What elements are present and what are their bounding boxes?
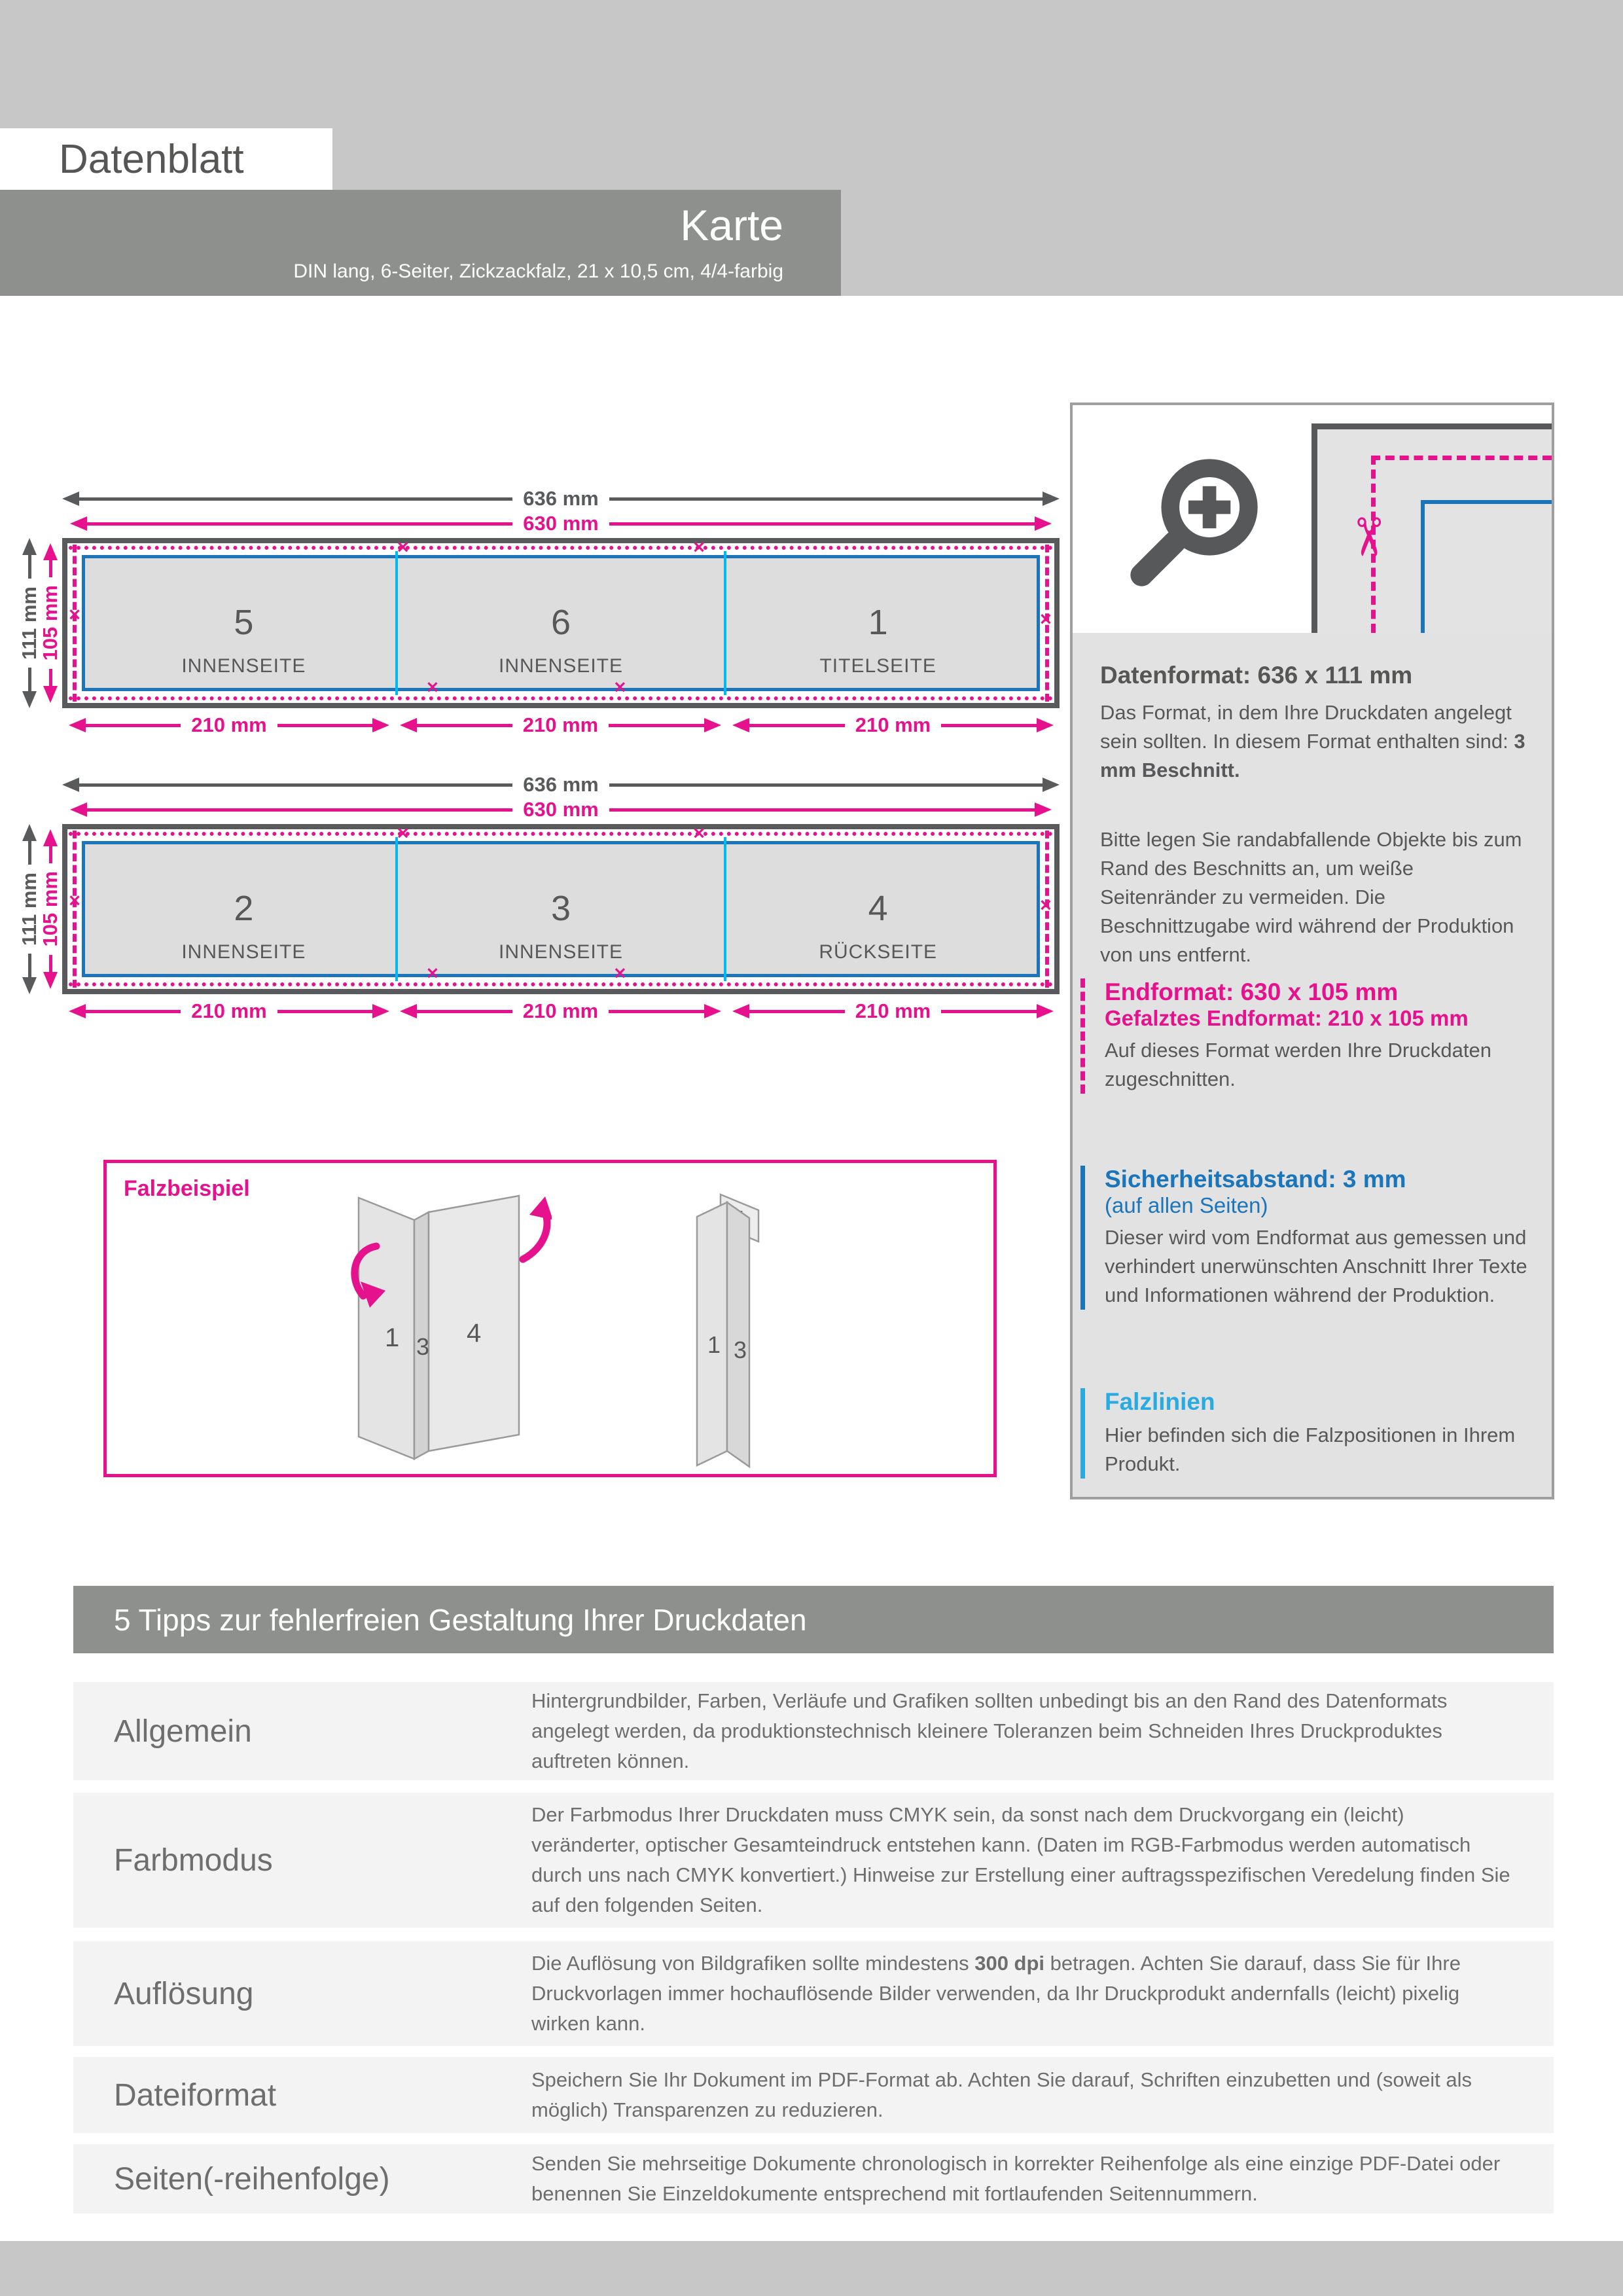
trim-mark: ✕	[1039, 897, 1052, 915]
trim-mark: ✕	[396, 825, 410, 843]
foldlines-text: Hier befinden sich die Falzpositionen in Ihrem Produkt.	[1105, 1424, 1516, 1475]
panel	[402, 844, 720, 974]
info-sidebar	[1070, 403, 1554, 1499]
panel	[719, 558, 1037, 688]
dimension-label: 210 mm	[522, 999, 599, 1022]
dimension-label: 630 mm	[523, 512, 599, 535]
tip-row-aufloesung	[73, 1941, 1554, 2046]
tip-row-seitenreihenfolge	[73, 2144, 1554, 2214]
tip-body	[531, 1686, 1554, 1776]
dimension-label: 210 mm	[191, 999, 267, 1022]
dimension-label: 105 mm	[39, 871, 62, 947]
trim-mark: ✕	[692, 539, 706, 557]
scissors-icon: ✂	[1339, 514, 1398, 560]
tip-label: Allgemein	[114, 1713, 252, 1749]
tips-heading-bar	[73, 1586, 1554, 1653]
fold-line	[395, 837, 398, 981]
tip-row-farbmodus	[73, 1793, 1554, 1928]
dimension-label: 111 mm	[18, 586, 41, 660]
trim-mark: ✕	[692, 825, 706, 843]
panel	[85, 558, 402, 688]
dimension-label: 636 mm	[523, 773, 599, 796]
foldlines-block	[1080, 1388, 1537, 1479]
text: Der Farbmodus Ihrer Druckdaten muss CMYK sein, da sonst nach dem Druckvorgang ein (leicht) veränderter, optischer Gesamteindruck entstehen kann. (Daten im RGB-Farbmodus werden automatisch durch uns nach CMYK konvertiert.) Hinweise zur Erstellung einer auftragsspezifischen Veredelung finden Sie auf den folgenden Seiten.	[531, 1803, 1510, 1916]
fold-example-open-illustration	[329, 1186, 552, 1461]
header-badge-label: Datenblatt	[59, 136, 244, 182]
tip-body	[531, 1948, 1554, 2039]
footer-band	[0, 2241, 1623, 2296]
fold-example-title: Falzbeispiel	[124, 1176, 250, 1201]
safety-area	[82, 841, 1040, 977]
dimension-label: 210 mm	[191, 713, 267, 736]
panel-label: INNENSEITE	[181, 941, 306, 963]
dimension-arrow-trim-height	[37, 543, 63, 703]
safety-text: Dieser wird vom Endformat aus gemessen und verhindert unerwünschten Anschnitt Ihrer Texte und Informationen während der Produktion.	[1105, 1226, 1527, 1306]
zoom-icon	[1124, 447, 1274, 598]
text-bold: 300 dpi	[974, 1952, 1045, 1975]
trim-mark: ✕	[425, 679, 440, 697]
text: Die Auflösung von Bildgrafiken sollte mindestens	[531, 1952, 975, 1975]
trim-mark: ✕	[613, 965, 627, 983]
tip-row-dateiformat	[73, 2057, 1554, 2133]
trim-line-top	[69, 546, 1053, 550]
dimension-label: 210 mm	[522, 713, 599, 736]
text: betragen. Achten Sie darauf, dass Sie für Ihre Druckvorlagen immer hochauflösende Bilder verwenden, da Ihr Druckprodukt andernfalls (leicht) pixelig wirken kann.	[531, 1952, 1461, 2035]
fold-line	[724, 837, 726, 981]
endformat-block	[1080, 978, 1537, 1094]
header-badge	[0, 128, 332, 190]
product-subtitle: DIN lang, 6-Seiter, Zickzackfalz, 21 x 10,5 cm, 4/4-farbig	[293, 260, 783, 282]
product-title: Karte	[680, 201, 783, 250]
tips-heading: 5 Tipps zur fehlerfreien Gestaltung Ihrer Druckdaten	[114, 1602, 807, 1637]
panel-number: 5	[234, 603, 254, 643]
panel	[85, 844, 402, 974]
safety-line-detail	[1421, 500, 1425, 633]
fold-line	[395, 551, 398, 695]
panel	[719, 844, 1037, 974]
trim-line-top	[69, 832, 1053, 836]
fold-example-closed-illustration	[683, 1189, 787, 1471]
trim-mark: ✕	[67, 606, 82, 624]
tip-label: Seiten(-reihenfolge)	[114, 2161, 390, 2197]
endformat-heading: Endformat: 630 x 105 mm	[1105, 978, 1399, 1005]
panel-label: INNENSEITE	[181, 655, 306, 677]
dimension-label: 636 mm	[523, 487, 599, 510]
dimension-label: 111 mm	[18, 872, 41, 946]
endformat-subheading: Gefalztes Endformat: 210 x 105 mm	[1105, 1006, 1469, 1030]
fold-example-box	[103, 1160, 997, 1477]
safety-area	[82, 555, 1040, 691]
trim-line-bottom	[69, 696, 1053, 700]
safety-block	[1080, 1166, 1537, 1310]
safety-line-detail	[1421, 500, 1552, 504]
panel-label: RÜCKSEITE	[819, 941, 938, 963]
trim-line-detail	[1371, 456, 1552, 460]
corner-detail	[1311, 423, 1552, 633]
tip-body	[531, 2065, 1554, 2125]
datenformat-text	[1100, 698, 1532, 785]
text: Speichern Sie Ihr Dokument im PDF-Format ab. Achten Sie darauf, Schriften einzubetten und (soweit als möglich) Transparenzen zu reduzieren.	[531, 2068, 1472, 2121]
panel-number: 2	[234, 889, 254, 929]
foldlines-heading: Falzlinien	[1105, 1388, 1215, 1415]
text-bold: 3 mm Beschnitt.	[1100, 730, 1525, 781]
trim-mark: ✕	[425, 965, 440, 983]
tip-label: Dateiformat	[114, 2077, 277, 2113]
dimension-arrow-trim-height	[37, 829, 63, 989]
dimension-label: 210 mm	[855, 999, 931, 1022]
fold-line	[724, 551, 726, 695]
title-bar	[0, 190, 841, 296]
bleed-illustration	[1073, 405, 1552, 633]
safety-subheading: (auf allen Seiten)	[1105, 1193, 1268, 1217]
fold-panel-number: 1	[707, 1331, 721, 1358]
panel-label: TITELSEITE	[819, 655, 936, 677]
dimension-label: 105 mm	[39, 585, 62, 661]
panel	[402, 558, 720, 688]
dimension-label: 630 mm	[523, 798, 599, 821]
text: Senden Sie mehrseitige Dokumente chronologisch in korrekter Reihenfolge als eine einzige PDF-Datei oder benennen Sie Einzeldokumente entsprechend mit fortlaufenden Seitennummern.	[531, 2152, 1501, 2205]
tip-label: Auflösung	[114, 1976, 254, 2011]
panel-number: 4	[868, 889, 888, 929]
panel-label: INNENSEITE	[498, 941, 624, 963]
trim-mark: ✕	[396, 539, 410, 557]
tips-table	[73, 1682, 1554, 2214]
panel-number: 1	[868, 603, 888, 643]
dimension-label: 210 mm	[855, 713, 931, 736]
tip-body	[531, 2149, 1554, 2209]
text: Hintergrundbilder, Farben, Verläufe und Grafiken sollten unbedingt bis an den Rand des Datenformats angelegt werden, da produktionstechnisch kleinere Toleranzen beim Schneiden Ihres Druckproduktes auftreten können.	[531, 1689, 1448, 1772]
panel-number: 3	[550, 889, 571, 929]
layout-diagram-back	[0, 774, 1099, 1049]
endformat-text: Auf dieses Format werden Ihre Druckdaten zugeschnitten.	[1105, 1039, 1491, 1090]
panel-number: 6	[550, 603, 571, 643]
trim-line-bottom	[69, 982, 1053, 986]
fold-panel-number: 3	[734, 1336, 747, 1363]
bleed-sheet	[62, 824, 1060, 994]
fold-panel-number: 1	[385, 1323, 400, 1352]
trim-mark: ✕	[1039, 611, 1052, 629]
trim-mark: ✕	[67, 892, 82, 910]
tip-label: Farbmodus	[114, 1842, 273, 1878]
layout-diagram-front	[0, 488, 1099, 762]
tip-body	[531, 1800, 1554, 1920]
trim-mark: ✕	[613, 679, 627, 697]
bleed-sheet	[62, 538, 1060, 708]
datenformat-heading: Datenformat: 636 x 111 mm	[1100, 662, 1413, 689]
panel-label: INNENSEITE	[498, 655, 624, 677]
tip-row-allgemein	[73, 1682, 1554, 1780]
text: Das Format, in dem Ihre Druckdaten angelegt sein sollten. In diesem Format enthalten sind:	[1100, 701, 1514, 753]
safety-heading: Sicherheitsabstand: 3 mm	[1105, 1166, 1406, 1193]
fold-panel-number: 4	[467, 1319, 482, 1348]
bleed-text: Bitte legen Sie randabfallende Objekte bis zum Rand des Beschnitts an, um weiße Seitenränder zu vermeiden. Die Beschnittzugabe wird während der Produktion von uns entfernt.	[1100, 828, 1522, 966]
fold-panel-number: 3	[416, 1333, 430, 1360]
